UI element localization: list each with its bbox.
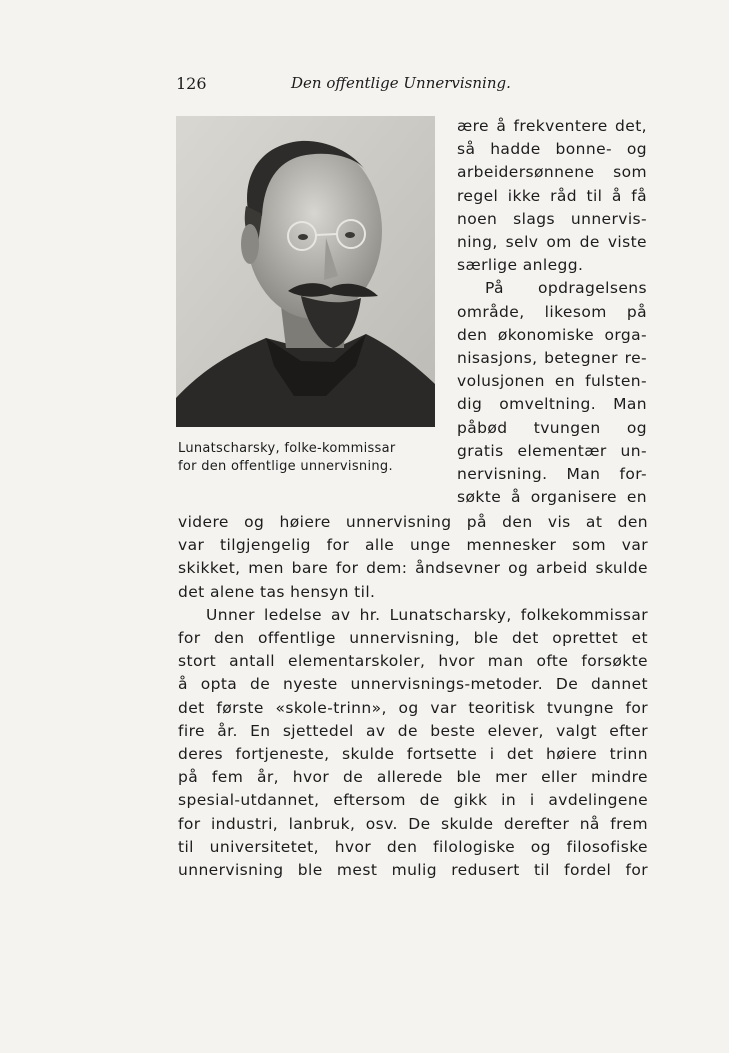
text-line: videre og høiere unnervisning på den vis at den bbox=[178, 513, 648, 531]
text-line: påbød tvungen og bbox=[457, 418, 647, 437]
text-line: nervisning. Man for- bbox=[457, 465, 647, 484]
text-line: skikket, men bare for dem: åndsevner og arbeid skulde bbox=[178, 559, 648, 578]
text-line: det første «skole-trinn», og var teoritisk tvungne for bbox=[178, 698, 648, 717]
page-number: 126 bbox=[176, 74, 207, 93]
text-line: deres fortjeneste, skulde fortsette i det høiere trinn bbox=[178, 745, 648, 764]
portrait-photo bbox=[176, 116, 435, 427]
text-line: fire år. En sjettedel av de beste elever, valgt efter bbox=[178, 721, 648, 740]
text-line: ære å frekventere det, bbox=[457, 117, 647, 135]
text-line: til universitetet, hvor den filologiske og filosofiske bbox=[178, 837, 648, 856]
text-line: særlige anlegg. bbox=[457, 256, 584, 275]
text-line: så hadde bonne- og bbox=[457, 140, 647, 159]
main-text-column bbox=[178, 511, 648, 882]
photo-caption bbox=[178, 440, 440, 476]
caption-line: Lunatscharsky, folke-kommissar bbox=[178, 441, 396, 456]
text-line: stort antall elementarskoler, hvor man ofte forsøkte bbox=[178, 652, 648, 671]
page-header bbox=[176, 74, 646, 96]
text-line: var tilgjengelig for alle unge mennesker som var bbox=[178, 536, 648, 555]
text-line: gratis elementær un- bbox=[457, 441, 647, 460]
text-line: å opta de nyeste unnervisnings-metoder. De dannet bbox=[178, 675, 648, 694]
paragraph-start-line: Unner ledelse av hr. Lunatscharsky, folkekommissar bbox=[206, 605, 648, 624]
paragraph-start-line: På opdragelsens bbox=[485, 279, 647, 298]
running-title: Den offentlige Unnervisning. bbox=[291, 74, 511, 92]
text-line: arbeidersønnene som bbox=[457, 163, 647, 182]
text-line: nisasjons, betegner re- bbox=[457, 349, 647, 368]
text-line: noen slags unnervis- bbox=[457, 209, 647, 228]
text-line: regel ikke råd til å få bbox=[457, 186, 647, 205]
text-line: den økonomiske orga- bbox=[457, 325, 647, 344]
text-line: område, likesom på bbox=[457, 302, 647, 321]
portrait-illustration bbox=[176, 116, 435, 427]
text-line: på fem år, hvor de allerede ble mer eller mindre bbox=[178, 768, 648, 787]
text-line: volusjonen en fulsten- bbox=[457, 372, 647, 391]
text-line: unnervisning ble mest mulig redusert til fordel for bbox=[178, 861, 648, 880]
text-line: ning, selv om de viste bbox=[457, 233, 647, 252]
side-text-column bbox=[457, 115, 647, 509]
text-line: for den offentlige unnervisning, ble det oprettet et bbox=[178, 629, 648, 648]
text-line: for industri, lanbruk, osv. De skulde derefter nå frem bbox=[178, 814, 648, 833]
text-line: spesial-utdannet, eftersom de gikk in i avdelingene bbox=[178, 791, 648, 810]
text-line: det alene tas hensyn til. bbox=[178, 582, 376, 601]
caption-line: for den offentlige unnervisning. bbox=[178, 459, 393, 474]
text-line: søkte å organisere en bbox=[457, 488, 647, 507]
text-line: dig omveltning. Man bbox=[457, 395, 647, 414]
